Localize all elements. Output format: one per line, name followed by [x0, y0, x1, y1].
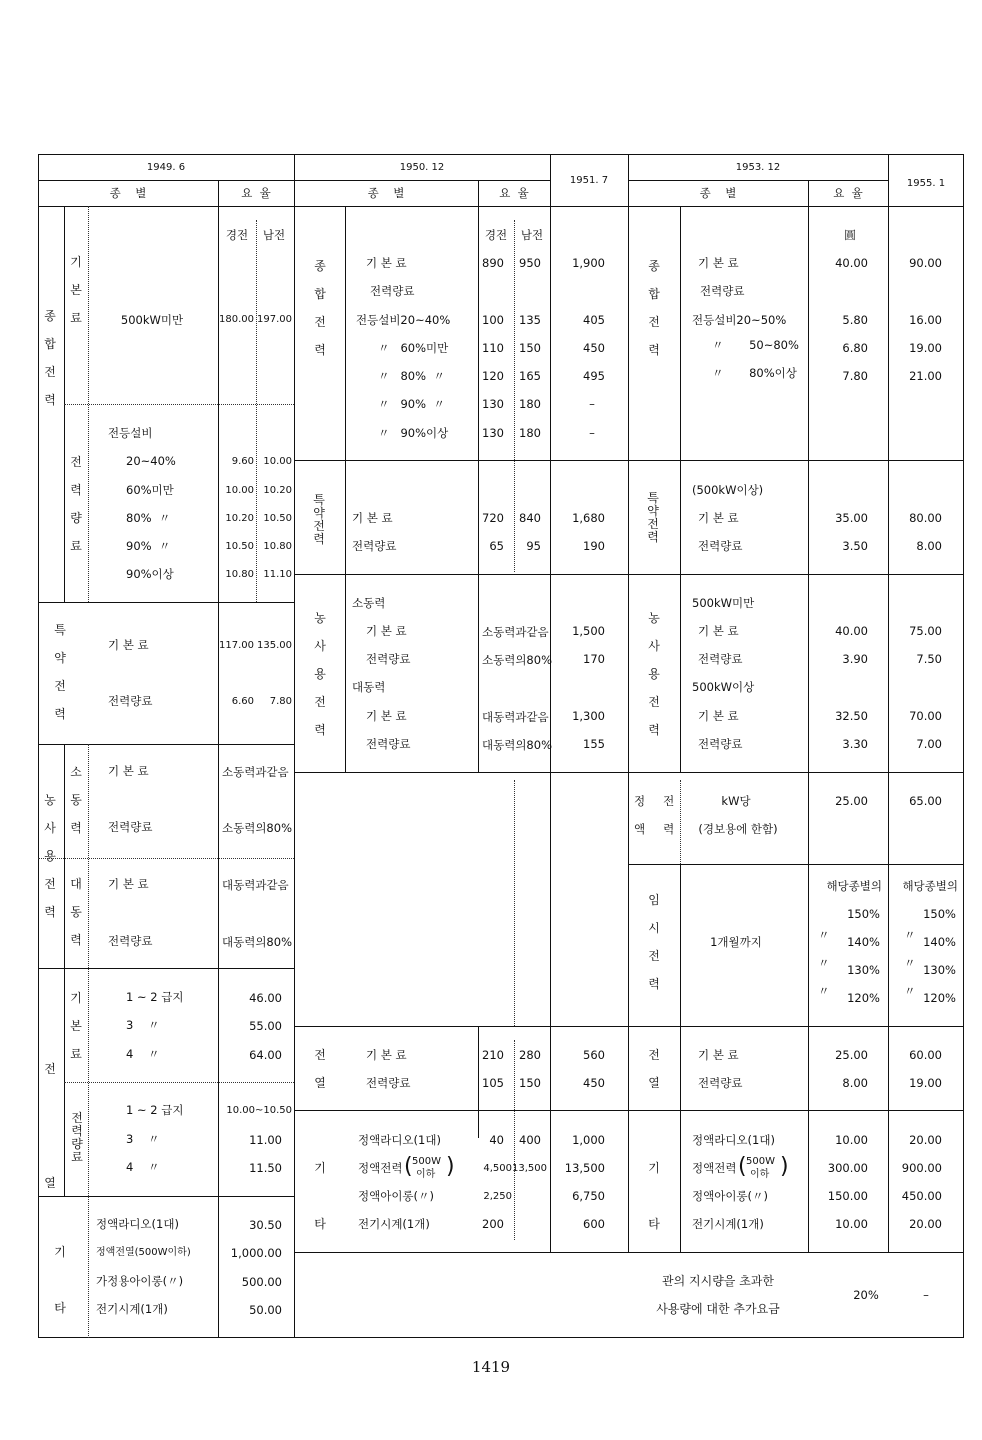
ja-a-1953: 25.00 — [835, 794, 868, 808]
jh-row-2-a-1950: 100 — [482, 313, 504, 327]
gita-1-val-1949: 1,000.00 — [230, 1246, 282, 1260]
jh-row-0-label-1953: 기 본 료 — [698, 256, 739, 270]
gita-jeonyeol-1953: 정액전력 — [692, 1161, 737, 1175]
gita-sigye-c-1951: 600 — [583, 1217, 605, 1231]
gyeongbo-1953: (경보용에 한함) — [698, 822, 778, 836]
ns-row-1-label-1950: 전력량료 — [366, 652, 411, 666]
tk-b2-1949: 7.80 — [269, 696, 292, 707]
jh-row-1-label-1950: 전력량료 — [370, 284, 415, 298]
gita-2-a-1953: 150.00 — [827, 1189, 868, 1203]
haedang-1953: 해당종별의 — [826, 879, 882, 893]
gita-radio-c-1951: 1,000 — [572, 1133, 605, 1147]
jy-r4-1949: 4 〃 — [126, 1160, 160, 1174]
jh-row-2-c-1951: 405 — [583, 313, 605, 327]
extra-b-1955: – — [923, 1288, 929, 1302]
jh-row-0-b-1950: 950 — [519, 256, 541, 270]
header-kind-1953: 종 별 — [699, 186, 737, 200]
ditto-3-1955: 〃 — [904, 984, 916, 998]
tk-row-0-c-1951: 1,680 — [572, 511, 605, 525]
tk-row-0-b-1955: 80.00 — [909, 511, 942, 525]
jy-r3-1949: 3 〃 — [126, 1132, 160, 1146]
label-gita-1949: 기타 — [54, 1245, 66, 1315]
nam-1950: 남전 — [520, 228, 544, 242]
jh-row-4-b-1955: 21.00 — [909, 369, 942, 383]
label-daedong-1949: 대동력 — [70, 877, 82, 947]
header-kind-1949: 종 별 — [109, 186, 147, 200]
jy-row-0-a-1950: 210 — [482, 1048, 504, 1062]
jh-row-4-a-1950: 120 — [482, 369, 504, 383]
tk-row-1-label-1953: 전력량료 — [698, 539, 743, 553]
ns-row-3-label-1953: 전력량료 — [698, 737, 743, 751]
gita-airong-c-1951: 6,750 — [572, 1189, 605, 1203]
ns-row-1-a-1953: 3.90 — [842, 652, 868, 666]
gita-sigye-a-1950: 200 — [482, 1217, 504, 1231]
ns-row-2-a-1953: 32.50 — [835, 709, 868, 723]
month1-1953: 1개월까지 — [710, 935, 762, 949]
gita-1-a-1953: 300.00 — [827, 1161, 868, 1175]
ns-row-3-a-1953: 3.30 — [842, 737, 868, 751]
ns-row-2-label-1953: 기 본 료 — [698, 709, 739, 723]
gita-3-val-1949: 50.00 — [249, 1303, 282, 1317]
jh-row-5-a-1950: 130 — [482, 397, 504, 411]
pct-0-1953: 150% — [847, 907, 880, 921]
jd-row-4-a: 10.80 — [225, 569, 254, 580]
tk-row-1-a-1953: 3.50 — [842, 539, 868, 553]
tk-row-1-b-1955: 8.00 — [916, 539, 942, 553]
over500-1953: (500kW이상) — [692, 483, 764, 497]
ditto-1-1953: 〃 — [818, 928, 830, 942]
ditto-2-1953: 〃 — [818, 956, 830, 970]
header-1953: 1953. 12 — [735, 162, 781, 173]
jy-row-1-b-1955: 19.00 — [909, 1076, 942, 1090]
v180: 180.00 — [219, 314, 254, 325]
tk-gibon-1949: 기 본 료 — [108, 638, 149, 652]
pct-2-1953: 130% — [847, 963, 880, 977]
sodong-1950: 소동력 — [352, 596, 386, 610]
jy-row-1-label-1950: 전력량료 — [366, 1076, 411, 1090]
ns-row-0-b-1955: 75.00 — [909, 624, 942, 638]
gita-3-label-1949: 전기시계(1개) — [96, 1302, 168, 1316]
gita-radio-1950: 정액라디오(1대) — [358, 1133, 441, 1147]
jd-row-4-label: 90%이상 — [126, 567, 174, 581]
gita-500w-1950: 500W — [412, 1156, 441, 1167]
gita-iha-1950: 이하 — [416, 1169, 436, 1180]
ns-sodong-gibon-1949: 소동력과같음 — [222, 765, 289, 779]
gita-1-b-1955: 900.00 — [901, 1161, 942, 1175]
jh-row-3-a-1950: 110 — [482, 341, 504, 355]
jd-row-3-label: 90% 〃 — [126, 539, 171, 553]
tk-row-1-a-1950: 65 — [489, 539, 504, 553]
header-1951: 1951. 7 — [569, 175, 609, 186]
jy-row-1-a-1950: 105 — [482, 1076, 504, 1090]
jh-row-3-b-1950: 150 — [519, 341, 541, 355]
gita-radio-a-1950: 40 — [489, 1133, 504, 1147]
jh-row-2-label-1953: 전등설비20~50% — [692, 313, 787, 327]
ns-row-1-v-1950: 소동력의80% — [482, 653, 552, 667]
jh-row-5-label-1950: 〃 90% 〃 — [378, 397, 445, 411]
jh-row-6-b-1950: 180 — [519, 426, 541, 440]
gita-jeonyeol-1950: 정액전력 — [358, 1161, 403, 1175]
ns-row-1-c-1951: 170 — [583, 652, 605, 666]
label-teukyak-1949: 특약전력 — [54, 623, 66, 721]
ns-row-2-b-1955: 70.00 — [909, 709, 942, 723]
gita-0-label-1949: 정액라디오(1대) — [96, 1217, 179, 1231]
label-jeonryeok-1949: 전력량료 — [70, 455, 82, 553]
tk-row-0-a-1950: 720 — [482, 511, 504, 525]
gita-jeonyeol-a-1950: 4,500 — [483, 1163, 512, 1174]
ns-daedong-gibon-1949: 대동력과같음 — [222, 878, 289, 892]
tk-row-1-c-1951: 190 — [583, 539, 605, 553]
jh-row-6-a-1950: 130 — [482, 426, 504, 440]
jy-g3-1949: 3 〃 — [126, 1018, 160, 1032]
gita-sigye-1950: 전기시계(1개) — [358, 1217, 430, 1231]
jy-g1-1949: 1 ~ 2 급지 — [126, 990, 184, 1004]
tk-row-0-label-1953: 기 본 료 — [698, 511, 739, 525]
ns-row-0-v-1950: 소동력과같음 — [482, 625, 549, 639]
jh-row-4-label-1950: 〃 80% 〃 — [378, 369, 445, 383]
gita-500w-1953: 500W — [746, 1156, 775, 1167]
gita-radio-1953: 정액라디오(1대) — [692, 1133, 775, 1147]
label-jeongaek-1953-top: 정전 — [634, 794, 693, 808]
extra-line1: 관의 지시량을 초과한 — [662, 1274, 774, 1288]
label-jeonyeol-1953: 전열 — [648, 1048, 660, 1090]
jh-row-3-a-1953: 6.80 — [842, 341, 868, 355]
tk-row-1-b-1950: 95 — [526, 539, 541, 553]
nam-1949: 남전 — [262, 228, 286, 242]
jh-row-0-a-1953: 40.00 — [835, 256, 868, 270]
gita-iha-1953: 이하 — [750, 1169, 770, 1180]
gita-2-label-1949: 가정용아이롱(〃) — [96, 1274, 184, 1288]
ns-daedong80-1949: 대동력의80% — [222, 935, 292, 949]
jeondeung-1949: 전등설비 — [108, 426, 153, 440]
jy-g1-val-1949: 46.00 — [249, 991, 282, 1005]
jh-row-2-b-1955: 16.00 — [909, 313, 942, 327]
label-jeongaek-1953-bottom: 액력 — [634, 822, 693, 836]
jh-row-0-label-1950: 기 본 료 — [366, 256, 407, 270]
pct-1-1953: 140% — [847, 935, 880, 949]
ditto-1-1955: 〃 — [904, 928, 916, 942]
jh-row-5-b-1950: 180 — [519, 397, 541, 411]
v197: 197.00 — [257, 314, 292, 325]
jh-row-6-label-1950: 〃 90%이상 — [378, 426, 449, 440]
ns-jr2-1949: 전력량료 — [108, 934, 153, 948]
jh-row-6-c-1951: – — [589, 426, 595, 440]
gita-2-b-1955: 450.00 — [901, 1189, 942, 1203]
gita-jeonyeol-c-1951: 13,500 — [564, 1161, 605, 1175]
jh-row-2-a-1953: 5.80 — [842, 313, 868, 327]
ns-row-0-label-1950: 기 본 료 — [366, 624, 407, 638]
jh-row-1-label-1953: 전력량료 — [700, 284, 745, 298]
ns-sodong80-1949: 소동력의80% — [222, 821, 292, 835]
jd-row-1-b: 10.20 — [263, 485, 292, 496]
tk-row-0-label-1950: 기 본 료 — [352, 511, 393, 525]
label-gibon2-1949: 기본료 — [70, 991, 82, 1061]
page-number: 1419 — [471, 1358, 511, 1376]
ns-row-2-v-1950: 대동력과같음 — [482, 710, 549, 724]
label-gita-1953: 기타 — [648, 1161, 660, 1231]
jy-g3-val-1949: 55.00 — [249, 1019, 282, 1033]
ns-row-0-a-1953: 40.00 — [835, 624, 868, 638]
jy-row-0-c-1951: 560 — [583, 1048, 605, 1062]
gita-airong-1953: 정액아이롱(〃) — [692, 1189, 769, 1203]
ns-row-3-v-1950: 대동력의80% — [482, 738, 552, 752]
label-sodong-1949: 소동력 — [70, 765, 82, 835]
pct-0-1955: 150% — [923, 907, 956, 921]
tk-jr-1949: 전력량료 — [108, 694, 153, 708]
ns-jr1-1949: 전력량료 — [108, 820, 153, 834]
gita-sigye-1953: 전기시계(1개) — [692, 1217, 764, 1231]
jd-row-2-a: 10.20 — [225, 513, 254, 524]
label-imsi-1953: 임시전력 — [648, 893, 660, 991]
label-gibon-1949: 기본료 — [70, 255, 82, 325]
label-jonghap-1950: 종합전력 — [314, 259, 326, 357]
jy-row-0-a-1953: 25.00 — [835, 1048, 868, 1062]
label-jonghap-1953: 종합전력 — [648, 259, 660, 357]
jh-row-3-label-1953: 〃 50~80% — [712, 338, 799, 352]
header-rate-1949: 요 율 — [241, 186, 271, 200]
label-jeonryeok2-1949: 전력량료 — [71, 1111, 83, 1164]
kwdang-1953: kW당 — [721, 794, 751, 808]
header-rate-1953: 요 율 — [833, 186, 863, 200]
header-1950: 1950. 12 — [399, 162, 445, 173]
under500-1949: 500kW미만 — [120, 313, 184, 327]
jh-row-0-c-1951: 1,900 — [572, 256, 605, 270]
jh-row-3-label-1950: 〃 60%미만 — [378, 341, 449, 355]
header-rate-1950: 요 율 — [499, 186, 529, 200]
jd-row-2-label: 80% 〃 — [126, 511, 171, 525]
jh-row-2-b-1950: 135 — [519, 313, 541, 327]
gita-radio-b-1950: 400 — [519, 1133, 541, 1147]
gita-3-a-1953: 10.00 — [835, 1217, 868, 1231]
gita-0-val-1949: 30.50 — [249, 1218, 282, 1232]
pct-2-1955: 130% — [923, 963, 956, 977]
jy-r1-1949: 1 ~ 2 급지 — [126, 1103, 184, 1117]
jh-row-4-c-1951: 495 — [583, 369, 605, 383]
jy-r4-val-1949: 11.50 — [249, 1161, 282, 1175]
ns-gibon2-1949: 기 본 료 — [108, 877, 149, 891]
header-1949: 1949. 6 — [146, 162, 186, 173]
gita-1-label-1949: 정액전열(500W이하) — [96, 1247, 191, 1258]
ns-row-0-c-1951: 1,500 — [572, 624, 605, 638]
jd-row-1-a: 10.00 — [225, 485, 254, 496]
ja-b-1955: 65.00 — [909, 794, 942, 808]
label-teukyak-1950: 특약전력 — [313, 493, 325, 546]
gyeong-1949: 경전 — [225, 228, 249, 242]
jy-row-0-label-1950: 기 본 료 — [366, 1048, 407, 1062]
bracket-close-1950: ) — [446, 1154, 455, 1179]
tk-row-0-b-1950: 840 — [519, 511, 541, 525]
jy-row-0-b-1955: 60.00 — [909, 1048, 942, 1062]
jy-g4-val-1949: 64.00 — [249, 1048, 282, 1062]
gyeong-1950: 경전 — [484, 228, 508, 242]
label-nongsa-1949: 농사용전력 — [44, 793, 56, 919]
header-kind-1950: 종 별 — [367, 186, 405, 200]
ns-row-3-c-1951: 155 — [583, 737, 605, 751]
jh-row-4-a-1953: 7.80 — [842, 369, 868, 383]
ns-row-2-c-1951: 1,300 — [572, 709, 605, 723]
jy-row-1-c-1951: 450 — [583, 1076, 605, 1090]
gita-0-b-1955: 20.00 — [909, 1133, 942, 1147]
ditto-2-1955: 〃 — [904, 956, 916, 970]
extra-a-1953: 20% — [853, 1288, 879, 1302]
jh-row-0-a-1950: 890 — [482, 256, 504, 270]
jy-row-0-label-1953: 기 본 료 — [698, 1048, 739, 1062]
jy-row-1-label-1953: 전력량료 — [698, 1076, 743, 1090]
label-nongsa-1950: 농사용전력 — [314, 611, 326, 737]
tk-a2-1949: 6.60 — [231, 696, 254, 707]
label-nongsa-1953: 농사용전력 — [648, 611, 660, 737]
bracket-close-1953: ) — [780, 1154, 789, 1179]
header-1955: 1955. 1 — [906, 178, 946, 189]
ns-row-0-label-1953: 기 본 료 — [698, 624, 739, 638]
gita-0-a-1953: 10.00 — [835, 1133, 868, 1147]
jd-row-1-label: 60%미만 — [126, 483, 174, 497]
jd-row-0-label: 20~40% — [126, 454, 176, 468]
bracket-open-1953: ( — [738, 1154, 747, 1179]
ns-gibon1-1949: 기 본 료 — [108, 764, 149, 778]
jy-row-0-b-1950: 280 — [519, 1048, 541, 1062]
jd-row-0-b: 10.00 — [263, 456, 292, 467]
jh-row-3-b-1955: 19.00 — [909, 341, 942, 355]
gita-jeonyeol-b-1950: 13,500 — [512, 1163, 547, 1174]
tk-b1-1949: 135.00 — [257, 640, 292, 651]
bracket-open-1950: ( — [404, 1154, 413, 1179]
gita-2-val-1949: 500.00 — [241, 1275, 282, 1289]
daedong-1950: 대동력 — [352, 680, 386, 694]
over500b-1953: 500kW이상 — [692, 680, 755, 694]
ns-row-1-b-1955: 7.50 — [916, 652, 942, 666]
jh-row-2-label-1950: 전등설비20~40% — [356, 313, 451, 327]
jh-row-5-c-1951: – — [589, 397, 595, 411]
jd-row-3-a: 10.50 — [225, 541, 254, 552]
haedang-1955: 해당종별의 — [902, 879, 958, 893]
ns-row-1-label-1953: 전력량료 — [698, 652, 743, 666]
won-unit: 圓 — [844, 228, 856, 242]
tk-row-0-a-1953: 35.00 — [835, 511, 868, 525]
jy-r3-val-1949: 11.00 — [249, 1133, 282, 1147]
jy-r1-val-1949: 10.00~10.50 — [226, 1105, 292, 1116]
extra-line2: 사용량에 대한 추가요금 — [656, 1302, 780, 1316]
pct-3-1953: 120% — [847, 991, 880, 1005]
tk-a1-1949: 117.00 — [219, 640, 254, 651]
jh-row-4-b-1950: 165 — [519, 369, 541, 383]
label-jonghap-1949: 종합전력 — [44, 309, 56, 407]
label-jeonyeol-1950: 전열 — [314, 1048, 326, 1090]
jh-row-3-c-1951: 450 — [583, 341, 605, 355]
jh-row-4-label-1953: 〃 80%이상 — [712, 366, 797, 380]
label-jeonyeol-1949: 전열 — [44, 1062, 56, 1190]
jd-row-4-b: 11.10 — [263, 569, 292, 580]
pct-3-1955: 120% — [923, 991, 956, 1005]
pct-1-1955: 140% — [923, 935, 956, 949]
ditto-3-1953: 〃 — [818, 984, 830, 998]
under500-1953: 500kW미만 — [692, 596, 755, 610]
jd-row-0-a: 9.60 — [231, 456, 254, 467]
tk-row-1-label-1950: 전력량료 — [352, 539, 397, 553]
jy-row-1-b-1950: 150 — [519, 1076, 541, 1090]
gita-airong-a-1950: 2,250 — [483, 1191, 512, 1202]
jy-row-1-a-1953: 8.00 — [842, 1076, 868, 1090]
gita-airong-1950: 정액아이롱(〃) — [358, 1189, 435, 1203]
label-teukyak-1953: 특약전력 — [647, 491, 659, 544]
ns-row-2-label-1950: 기 본 료 — [366, 709, 407, 723]
jd-row-2-b: 10.50 — [263, 513, 292, 524]
jh-row-0-b-1955: 90.00 — [909, 256, 942, 270]
ns-row-3-b-1955: 7.00 — [916, 737, 942, 751]
label-gita-1950: 기타 — [314, 1161, 326, 1231]
jd-row-3-b: 10.80 — [263, 541, 292, 552]
gita-3-b-1955: 20.00 — [909, 1217, 942, 1231]
jy-g4-1949: 4 〃 — [126, 1047, 160, 1061]
ns-row-3-label-1950: 전력량료 — [366, 737, 411, 751]
